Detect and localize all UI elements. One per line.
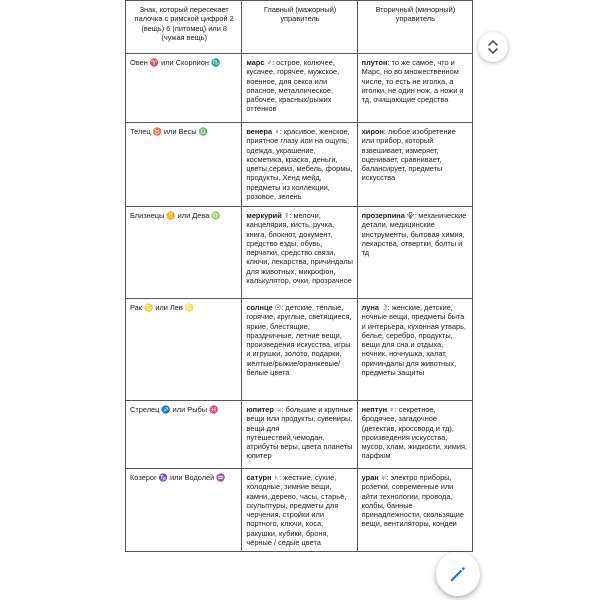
planet-name: марс [246, 58, 265, 67]
sign-cell: Телец ♉ или Весы ♎ [126, 123, 242, 207]
ruler-description: : любое изобретение или прибор, который взвешивает, измеряет, оценивает, сравнивает, балансирует, предметы искусства [361, 127, 456, 183]
header-minor-ruler: Вторичный (минорный) управитель [357, 1, 472, 54]
scroll-toggle-button[interactable] [478, 32, 508, 62]
planet-name: сатурн [246, 473, 272, 482]
ruler-description: ♅: электро приборы, розетки, современные или айти технологии, провода, колбы, банные принадлежности, скользящие вещи, вентиляторы, кондеи [361, 473, 465, 529]
sign-cell: Стрелец ♐ или Рыбы ♓ [126, 401, 242, 469]
edit-button[interactable] [436, 552, 480, 596]
minor-ruler-cell [357, 123, 472, 207]
planet-name: солнце [246, 303, 273, 312]
planet-name: уран [361, 473, 379, 482]
zodiac-rulers-table [125, 0, 473, 552]
major-ruler-cell [242, 123, 357, 207]
ruler-description: ⯓: механические детали, медицинские инструменты, бытовая химия, лекарства, отвертки, болты и тд [361, 211, 467, 258]
header-major-ruler: Главный (мажорный) управитель [242, 1, 357, 54]
sign-cell: Близнецы ♊ или Дева ♍ [126, 207, 242, 299]
planet-name: прозерпина [361, 211, 405, 220]
sign-cell: Козерог ♑ или Водолей ♒ [126, 469, 242, 552]
minor-ruler-cell [357, 299, 472, 401]
pencil-icon [448, 564, 468, 584]
ruler-description: ♂: острое, колючее, кусачее, горячее, мужское, военное, для секса или опасное, металлическое, рабочее, красных/рыжих оттенков [246, 58, 340, 114]
planet-name: луна [361, 303, 379, 312]
planet-name: юпитер [246, 405, 274, 414]
table-row [126, 54, 473, 123]
header-sign: Знак, который пересекает палочка с римской цифрой 2 (вещь) 6 (питомец) или 8 (чужая вещь) [126, 1, 242, 54]
ruler-description: : то же самое, что и Марс, но во множественном числе, то есть не иголка, а иголки, не один нож, а ножи и тд, очищающие средства [361, 58, 464, 105]
major-ruler-cell [242, 401, 357, 469]
planet-name: венера [246, 127, 273, 136]
ruler-description: ♃: большие и крупные вещи или продукты, сувениры, вещи для путешествий,чемодан, атрибуты веры, цвета планеты юпитер [246, 405, 353, 461]
ruler-description: ☿: мелочи, канцелярия, кисть, ручка, книга, блокнот, документ, средство езды, обувь, перчатки, средство связи, ключи, лекарства, причиндалы для животных, микрофон, калькулятор, очки, прозрачное [246, 211, 353, 286]
table-row [126, 469, 473, 552]
minor-ruler-cell [357, 469, 472, 552]
major-ruler-cell [242, 207, 357, 299]
planet-name: плутон [361, 58, 388, 67]
planet-name: хирон [361, 127, 384, 136]
ruler-description: ♄: жесткие, сухие, холодные, зимние вещи, камни, дерево, часы, старьё, скульптуры, предметы для черчения, стройки или портного, ключи, коса, ракушки, кубики, броня, чёрные / седые цвета [246, 473, 347, 548]
minor-ruler-cell [357, 401, 472, 469]
ruler-description: ♀: красивое, женское, приятное глазу или на ощупь, одежда, украшение, косметика, краска, деньги, цветы,сервиз, мебель, формы, продукты, Хенд мейд, предметы из коллекции, розовое, зелень [246, 127, 353, 202]
planet-name: нептун [361, 405, 388, 414]
ruler-description: ☽: женские, детские, ночные вещи, предметы быта и интерьера, кухонная утварь, белье, серебро, продукты, вещи для сна и отдыха, ночник, ночнушка, халат, причиндалы для животных, предметы защиты [361, 303, 466, 378]
sign-cell: Рак ♋ или Лев ♌ [126, 299, 242, 401]
major-ruler-cell [242, 299, 357, 401]
table-header-row [126, 1, 473, 54]
ruler-description: ♆: секретное, бродячее, загадочное (детектив, кроссворд и тд), произведения искусства, мусор, хлам, жидкости, химия, парфюм [361, 405, 468, 461]
chevron-up-down-icon [486, 38, 500, 56]
table-row [126, 123, 473, 207]
table-row [126, 207, 473, 299]
planet-name: меркурий [246, 211, 282, 220]
minor-ruler-cell [357, 207, 472, 299]
ruler-description: ☉: детские, тёплые, горячие, круглые, светящиеся, яркие, блестящие, праздничные, летние вещи, произведения искусства, игры и игрушки, золото, подарки, жёлтые/рыжие/оранжевые/ белые цвета [246, 303, 352, 378]
sign-cell: Овен ♈ или Скорпион ♏ [126, 54, 242, 123]
table-row [126, 299, 473, 401]
major-ruler-cell [242, 469, 357, 552]
major-ruler-cell [242, 54, 357, 123]
minor-ruler-cell [357, 54, 472, 123]
table-row [126, 401, 473, 469]
